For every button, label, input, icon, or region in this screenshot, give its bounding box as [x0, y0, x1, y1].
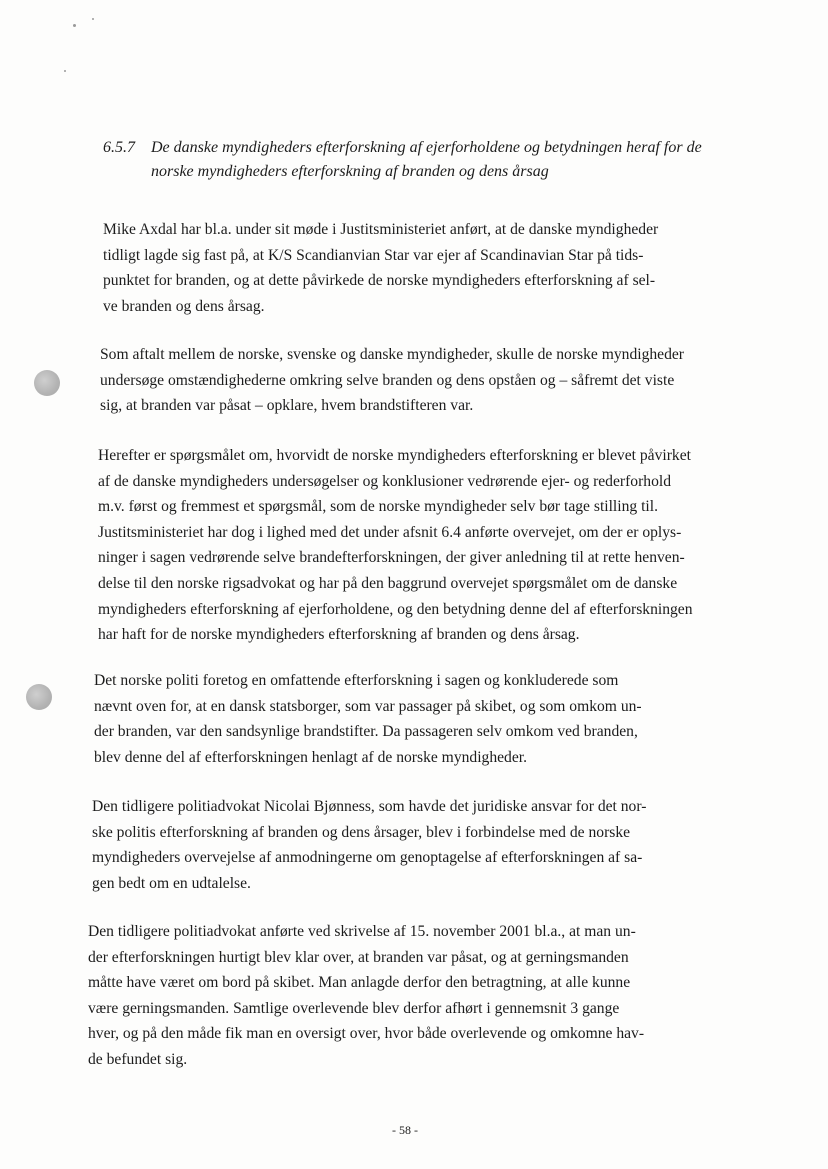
paragraph-line: Mike Axdal har bl.a. under sit møde i Justitsministeriet anført, at de danske myndigheder [103, 221, 659, 238]
section-number: 6.5.7 [103, 139, 135, 156]
section-title-line-2: norske myndigheders efterforskning af branden og dens årsag [151, 163, 549, 180]
paragraph-line: myndigheders efterforskning af ejerforholdene, og den betydning denne del af efterforskningen [98, 600, 693, 618]
paragraph-line: være gerningsmanden. Samtlige overlevende blev derfor afhørt i gennemsnit 3 gange [88, 999, 620, 1017]
paragraph-line: nævnt oven for, at en dansk statsborger, som var passager på skibet, og som omkom un- [94, 697, 642, 715]
paragraph-line: de befundet sig. [88, 1050, 188, 1068]
section-title-line-1: De danske myndigheders efterforskning af ejerforholdene og betydningen heraf for de [151, 139, 702, 156]
page-number: - 58 - [392, 1123, 418, 1137]
paragraph-line: m.v. først og fremmest et spørgsmål, som de norske myndigheder selv bør tage stilling til. [98, 498, 658, 516]
paragraph-line: gen bedt om en udtalelse. [92, 874, 251, 892]
paragraph-line: Som aftalt mellem de norske, svenske og danske myndigheder, skulle de norske myndigheder [100, 346, 685, 363]
paragraph-line: delse til den norske rigsadvokat og har på den baggrund overvejet spørgsmålet om de danske [98, 574, 678, 592]
paragraph-6 [88, 919, 738, 1073]
paragraph-line: af de danske myndigheders undersøgelser og konklusioner vedrørende ejer- og rederforhold [98, 472, 671, 490]
paragraph-line: Den tidligere politiadvokat anførte ved skrivelse af 15. november 2001 bl.a., at man un- [88, 923, 636, 940]
paragraph-line: hver, og på den måde fik man en oversigt over, hvor både overlevende og omkomne hav- [88, 1025, 645, 1043]
paragraph-line: måtte have været om bord på skibet. Man anlagde derfor den betragtning, at alle kunne [88, 974, 631, 992]
scan-speck [73, 24, 76, 27]
paragraph-1 [103, 217, 753, 319]
paragraph-line: ve branden og dens årsag. [103, 297, 265, 315]
scan-speck [64, 70, 66, 72]
paragraph-line: ske politis efterforskning af branden og dens årsager, blev i forbindelse med de norske [92, 823, 631, 841]
paragraph-line: Det norske politi foretog en omfattende efterforskning i sagen og konkluderede som [94, 672, 619, 689]
paragraph-line: der efterforskningen hurtigt blev klar over, at branden var påsat, og at gerningsmanden [88, 948, 629, 966]
paragraph-line: tidligt lagde sig fast på, at K/S Scandianvian Star var ejer af Scandinavian Star på tids- [103, 246, 644, 264]
paragraph-line: punktet for branden, og at dette påvirkede de norske myndigheders efterforskning af sel- [103, 272, 656, 290]
paragraph-line: myndigheders overvejelse af anmodningerne om genoptagelse af efterforskningen af sa- [92, 849, 643, 867]
punch-hole-mark [26, 684, 52, 710]
paragraph-2 [100, 342, 750, 419]
paragraph-line: ninger i sagen vedrørende selve brandefterforskningen, der giver anledning til at rette henven- [98, 549, 685, 567]
paragraph-5 [92, 794, 742, 896]
paragraph-line: har haft for de norske myndigheders efterforskning af branden og dens årsag. [98, 626, 580, 644]
paragraph-line: blev denne del af efterforskningen henlagt af de norske myndigheder. [94, 748, 528, 766]
scan-speck [92, 18, 94, 20]
paragraph-line: Justitsministeriet har dog i lighed med det under afsnit 6.4 anførte overvejet, om der er oplys- [98, 523, 682, 541]
paragraph-line: undersøge omstændighederne omkring selve branden og dens opståen og – såfremt det viste [100, 371, 675, 389]
paragraph-3 [98, 443, 748, 648]
paragraph-line: Herefter er spørgsmålet om, hvorvidt de norske myndigheders efterforskning er blevet påvirket [98, 447, 691, 464]
paragraph-line: Den tidligere politiadvokat Nicolai Bjønness, som havde det juridiske ansvar for det nor- [92, 798, 647, 815]
section-heading [103, 136, 753, 184]
paragraph-line: der branden, var den sandsynlige brandstifter. Da passageren selv omkom ved branden, [94, 723, 638, 741]
punch-hole-mark [34, 370, 60, 396]
paragraph-line: sig, at branden var påsat – opklare, hvem brandstifteren var. [100, 397, 474, 415]
paragraph-4 [94, 668, 744, 770]
